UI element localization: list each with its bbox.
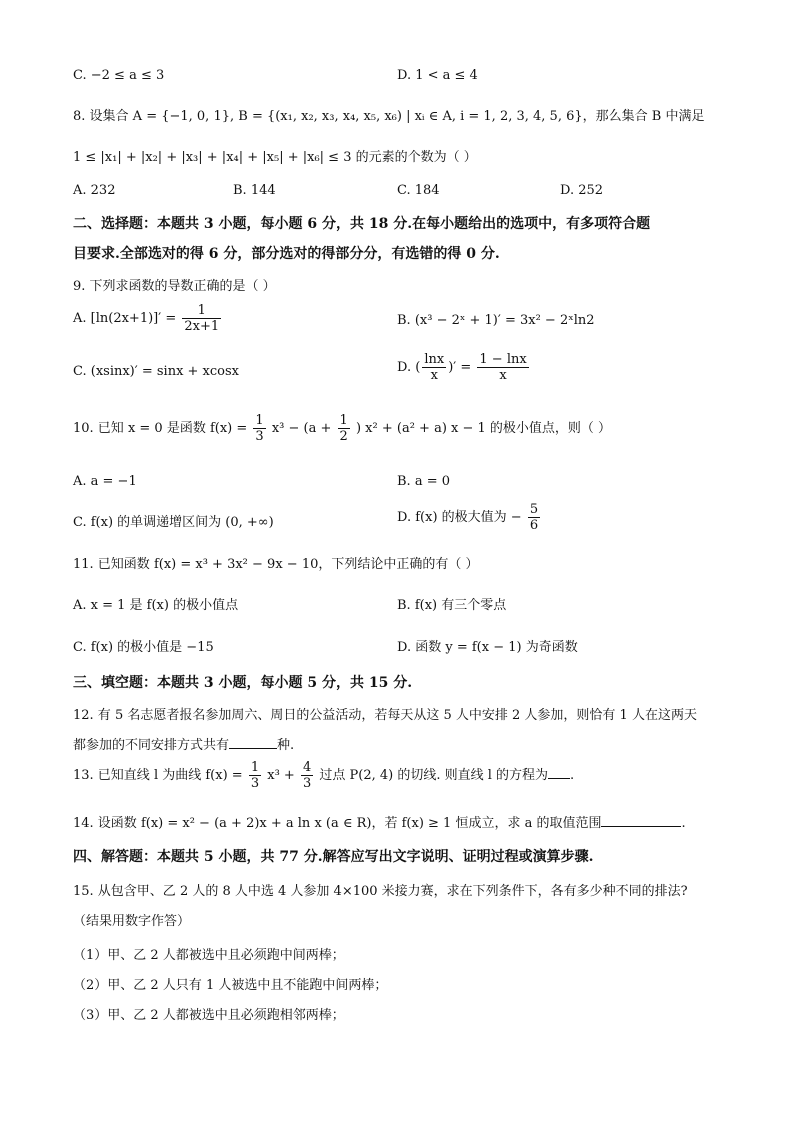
q10-fraction-1 (253, 413, 265, 444)
q13-answer-blank (548, 778, 570, 779)
q8-stem-line1: 8. 设集合 A = {−1, 0, 1}, B = {(x₁, x₂, x₃, x₄, x₅, x₆) | xᵢ ∈ A, i = 1, 2, 3, 4, 5, 6}，那么集合 B 中满足 (73, 109, 705, 124)
q12-line2-pre: 都参加的不同安排方式共有 (73, 738, 230, 753)
q9-d-fraction (477, 352, 528, 383)
q10-option-b: B. a = 0 (397, 474, 450, 489)
q12-answer-blank (229, 748, 277, 749)
q8-option-a: A. 232 (73, 183, 116, 198)
q12-line1: 12. 有 5 名志愿者报名参加周六、周日的公益活动，若每天从这 5 人中安排 2 人参加，则恰有 1 人在这两天 (73, 708, 697, 723)
q13-f2-numerator: 4 (302, 760, 312, 775)
q10-option-a: A. a = −1 (73, 474, 137, 489)
q9-a-denominator: 2x+1 (184, 319, 220, 334)
q10-f1-denominator: 3 (255, 429, 264, 444)
q9-d-inner-numerator: lnx (424, 352, 445, 367)
q12-line2 (73, 734, 294, 753)
q13-fraction-2 (301, 760, 313, 791)
q10-stem-pre: 10. 已知 x = 0 是函数 f(x) = (73, 421, 248, 436)
q8-option-d: D. 252 (560, 183, 604, 198)
q12-line2-post: 种. (277, 738, 295, 753)
q15-part3: （3）甲、乙 2 人都被选中且必须跑相邻两棒； (73, 1008, 345, 1023)
q10-f2-numerator: 1 (339, 413, 348, 428)
q9-d-equals: ′ = (453, 360, 472, 375)
q9-a-lhs: A. [ln(2x+1)]′ = (73, 311, 177, 326)
q8-option-c: C. 184 (397, 183, 440, 198)
q10-f2-denominator: 2 (339, 429, 348, 444)
q9-d-numerator: 1 − lnx (479, 352, 527, 367)
q15-note: （结果用数字作答） (73, 914, 191, 929)
q9-option-a (73, 303, 223, 334)
q11-option-c: C. f(x) 的极小值是 −15 (73, 640, 214, 655)
q13-f1-denominator: 3 (250, 776, 260, 791)
q8-option-b: B. 144 (233, 183, 276, 198)
q8-stem-line2: 1 ≤ |x₁| + |x₂| + |x₃| + |x₄| + |x₅| + |x₆| ≤ 3 的元素的个数为（ ） (73, 150, 477, 165)
q10-f1-numerator: 1 (255, 413, 264, 428)
q13-fraction-1 (249, 760, 261, 791)
q9-d-label: D. (397, 360, 412, 375)
q10-stem-post: ) x² + (a² + a) x − 1 的极小值点，则（ ） (355, 421, 612, 436)
q10-d-denominator: 6 (529, 518, 539, 533)
q7-option-d: D. 1 < a ≤ 4 (397, 68, 478, 83)
q13-stem-post: 过点 P(2, 4) 的切线. 则直线 l 的方程为 (319, 768, 549, 783)
q9-d-inner-fraction (422, 352, 446, 383)
q10-option-d (397, 502, 542, 533)
q11-option-a: A. x = 1 是 f(x) 的极小值点 (73, 598, 239, 613)
q13-stem-pre: 13. 已知直线 l 为曲线 f(x) = (73, 768, 243, 783)
q13-stem-mid: x³ + (267, 768, 295, 783)
q11-option-b: B. f(x) 有三个零点 (397, 598, 507, 613)
q13-f2-denominator: 3 (302, 776, 312, 791)
q9-d-denominator: x (499, 368, 507, 383)
q10-option-c: C. f(x) 的单调递增区间为 (0, +∞) (73, 515, 274, 530)
q9-option-d: D. ( $\frac{\ln x}{x}$ )′ = $\frac{1 - \ln x}{x}$ (397, 352, 527, 383)
q10-stem-mid: x³ − (a + (271, 421, 332, 436)
q10-stem (73, 413, 611, 444)
q11-option-d: D. 函数 y = f(x − 1) 为奇函数 (397, 640, 578, 655)
q11-stem: 11. 已知函数 f(x) = x³ + 3x² − 9x − 10，下列结论中正确的有（ ） (73, 557, 479, 572)
section4-heading: 四、解答题：本题共 5 小题，共 77 分.解答应写出文字说明、证明过程或演算步骤. (73, 849, 594, 865)
q9-option-c: C. (xsinx)′ = sinx + xcosx (73, 364, 239, 379)
q10-d-fraction (528, 502, 540, 533)
q13-stem: 13. 已知直线 l 为曲线 f(x) = $\frac{1}{3}$ x³ + $\frac{4}{3}$ 过点 P(2, 4) 的切线. 则直线 l 的方程为 . (73, 760, 575, 791)
q9-a-fraction (182, 303, 221, 334)
q9-option-b: B. (x³ − 2ˣ + 1)′ = 3x² − 2ˣln2 (397, 313, 595, 328)
section2-heading-line2: 目要求.全部选对的得 6 分，部分选对的得部分分，有选错的得 0 分. (73, 246, 500, 262)
q15-part1: （1）甲、乙 2 人都被选中且必须跑中间两棒； (73, 948, 345, 963)
section2-heading-line1: 二、选择题：本题共 3 小题，每小题 6 分，共 18 分.在每小题给出的选项中，有多项符合题 (73, 216, 651, 232)
q10-d-numerator: 5 (529, 502, 539, 517)
section3-heading: 三、填空题：本题共 3 小题，每小题 5 分，共 15 分. (73, 675, 413, 691)
q9-d-inner-denominator: x (430, 368, 438, 383)
q7-option-c: C. −2 ≤ a ≤ 3 (73, 68, 165, 83)
q14-stem: 14. 设函数 f(x) = x² − (a + 2)x + a ln x (a ∈ R)，若 f(x) ≥ 1 恒成立，求 a 的取值范围 . (73, 816, 686, 831)
q10-d-text: D. f(x) 的极大值为 − (397, 510, 522, 525)
q9-stem: 9. 下列求函数的导数正确的是（ ） (73, 279, 276, 294)
q15-part2: （2）甲、乙 2 人只有 1 人被选中且不能跑中间两棒； (73, 978, 388, 993)
q15-stem: 15. 从包含甲、乙 2 人的 8 人中选 4 人参加 4×100 米接力赛，求在下列条件下，各有多少种不同的排法? (73, 884, 688, 899)
q14-answer-blank (601, 826, 681, 827)
q14-stem-text: 14. 设函数 f(x) = x² − (a + 2)x + a ln x (a ∈ R)，若 f(x) ≥ 1 恒成立，求 a 的取值范围 (73, 816, 602, 831)
q9-a-numerator: 1 (182, 303, 221, 319)
q13-f1-numerator: 1 (250, 760, 260, 775)
q10-fraction-2 (338, 413, 350, 444)
